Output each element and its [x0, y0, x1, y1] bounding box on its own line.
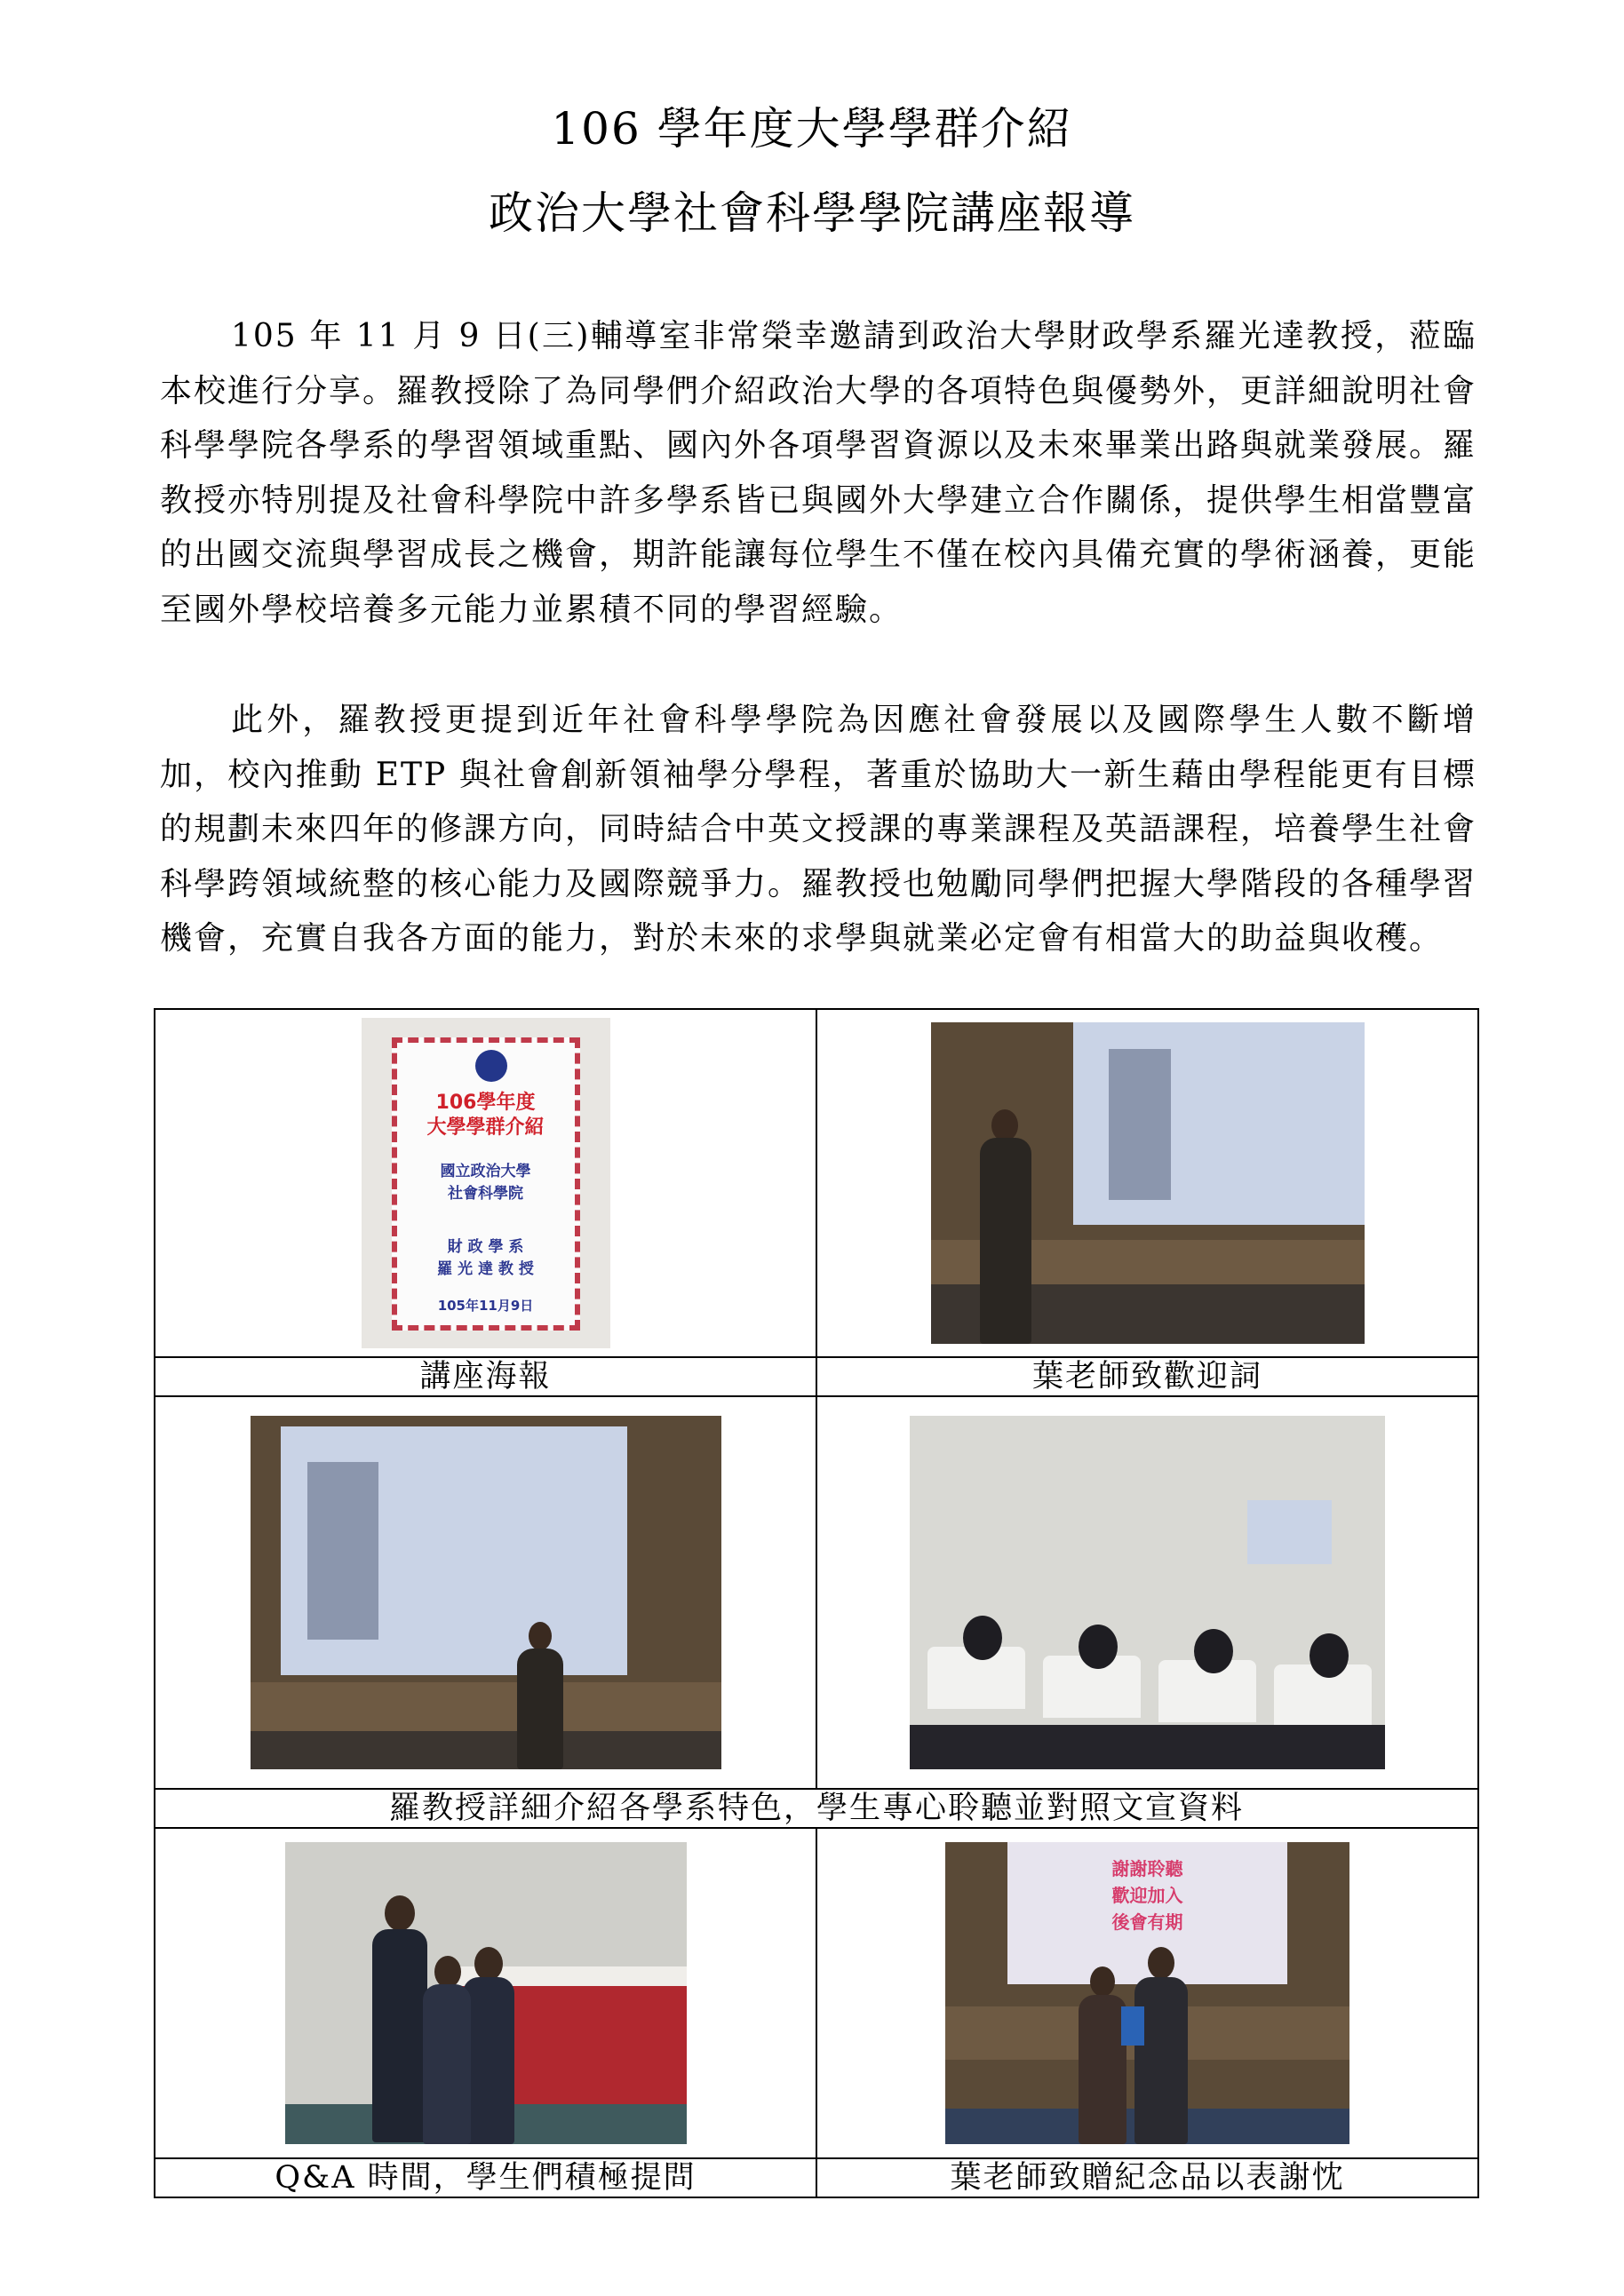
slide-building-image — [307, 1462, 378, 1640]
photo-cell-welcome — [816, 1009, 1478, 1357]
student-figure — [423, 1984, 471, 2144]
audience-photo — [910, 1416, 1385, 1769]
professor-figure — [1134, 1977, 1188, 2144]
teacher-head — [1090, 1966, 1115, 1997]
qa-photo — [285, 1842, 687, 2144]
document-subtitle: 政治大學社會科學學院講座報導 — [489, 187, 1135, 239]
projection-screen — [1247, 1500, 1332, 1564]
caption-welcome: 葉老師致歡迎詞 — [816, 1357, 1478, 1396]
body-paragraph-2: 此外，羅教授更提到近年社會科學學院為因應社會發展以及國際學生人數不斷增加，校內推動 ETP 與社會創新領袖學分學程，著重於協助大一新生藉由學程能更有目標的規劃未來四年的修課方向，同時結合中英文授課的專業課程及英語課程，培養學生社會科學跨領域統整的核心能力及國際競爭力。羅教授也勉勵同學們把握大學階段的各種學習機會，充實自我各方面的能力，對於未來的求學與就業必定會有相當大的助益與收穫。 — [160, 702, 1477, 957]
slide-text: 歡迎加入 — [1111, 1885, 1183, 1906]
poster-photo — [362, 1018, 610, 1348]
speaker-head — [991, 1109, 1018, 1141]
teacher-figure — [1079, 1995, 1126, 2144]
photo-cell-qa — [155, 1828, 816, 2158]
slide-text: 謝謝聆聽 — [1111, 1858, 1183, 1879]
school-seal-icon — [475, 1050, 507, 1082]
speaker-head — [385, 1895, 415, 1931]
student-head — [474, 1947, 503, 1981]
projection-screen — [1073, 1022, 1365, 1225]
photo-cell-gift — [816, 1828, 1478, 2158]
projection-screen — [281, 1426, 627, 1675]
speaker-figure — [980, 1138, 1031, 1344]
caption-qa: Q&A 時間，學生們積極提問 — [155, 2158, 816, 2197]
poster-text: 社會科學院 — [448, 1185, 523, 1203]
photo-cell-lecture — [155, 1396, 816, 1789]
speaker-figure — [517, 1649, 563, 1769]
photo-cell-poster — [155, 1009, 816, 1357]
speaker-figure — [372, 1929, 427, 2142]
poster-text: 大學學群介紹 — [426, 1116, 545, 1139]
student-head — [434, 1956, 461, 1988]
poster-board — [392, 1037, 580, 1331]
lecture-photo — [251, 1416, 721, 1769]
gift-photo — [945, 1842, 1349, 2144]
student-head — [1310, 1633, 1349, 1678]
photo-cell-audience — [816, 1396, 1478, 1789]
caption-gift: 葉老師致贈紀念品以表謝忱 — [816, 2158, 1478, 2197]
welcome-photo — [931, 1022, 1365, 1344]
caption-poster: 講座海報 — [155, 1357, 816, 1396]
poster-text: 106學年度 — [435, 1092, 536, 1114]
student-head — [963, 1616, 1002, 1660]
poster-text: 國立政治大學 — [440, 1163, 531, 1180]
body-paragraph-1: 105 年 11 月 9 日(三)輔導室非常榮幸邀請到政治大學財政學系羅光達教授，蒞臨本校進行分享。羅教授除了為同學們介紹政治大學的各項特色與優勢外，更詳細說明社會科學學院各學系的學習領域重點、國內外各項學習資源以及未來畢業出路與就業發展。羅教授亦特別提及社會科學院中許多學系皆已與國外大學建立合作關係，提供學生相當豐富的出國交流與學習成長之機會，期許能讓每位學生不僅在校內具備充實的學術涵養，更能至國外學校培養多元能力並累積不同的學習經驗。 — [160, 318, 1477, 628]
slide-text: 後會有期 — [1111, 1911, 1183, 1933]
slide-building-image — [1109, 1049, 1171, 1200]
student-head — [1194, 1629, 1233, 1673]
audience-floor — [910, 1725, 1385, 1769]
professor-head — [1148, 1947, 1174, 1979]
document-title: 106 學年度大學學群介紹 — [551, 103, 1073, 155]
photo-table — [154, 1008, 1479, 2198]
caption-lecture: 羅教授詳細介紹各學系特色，學生專心聆聽並對照文宣資料 — [155, 1789, 1478, 1828]
speaker-head — [529, 1622, 552, 1650]
poster-text: 105年11月9日 — [437, 1298, 534, 1314]
student-head — [1079, 1625, 1118, 1669]
front-desk — [251, 1682, 721, 1731]
poster-text: 財 政 學 系 — [447, 1238, 524, 1256]
souvenir-gift — [1121, 2006, 1144, 2046]
poster-text: 羅 光 達 教 授 — [437, 1260, 534, 1278]
